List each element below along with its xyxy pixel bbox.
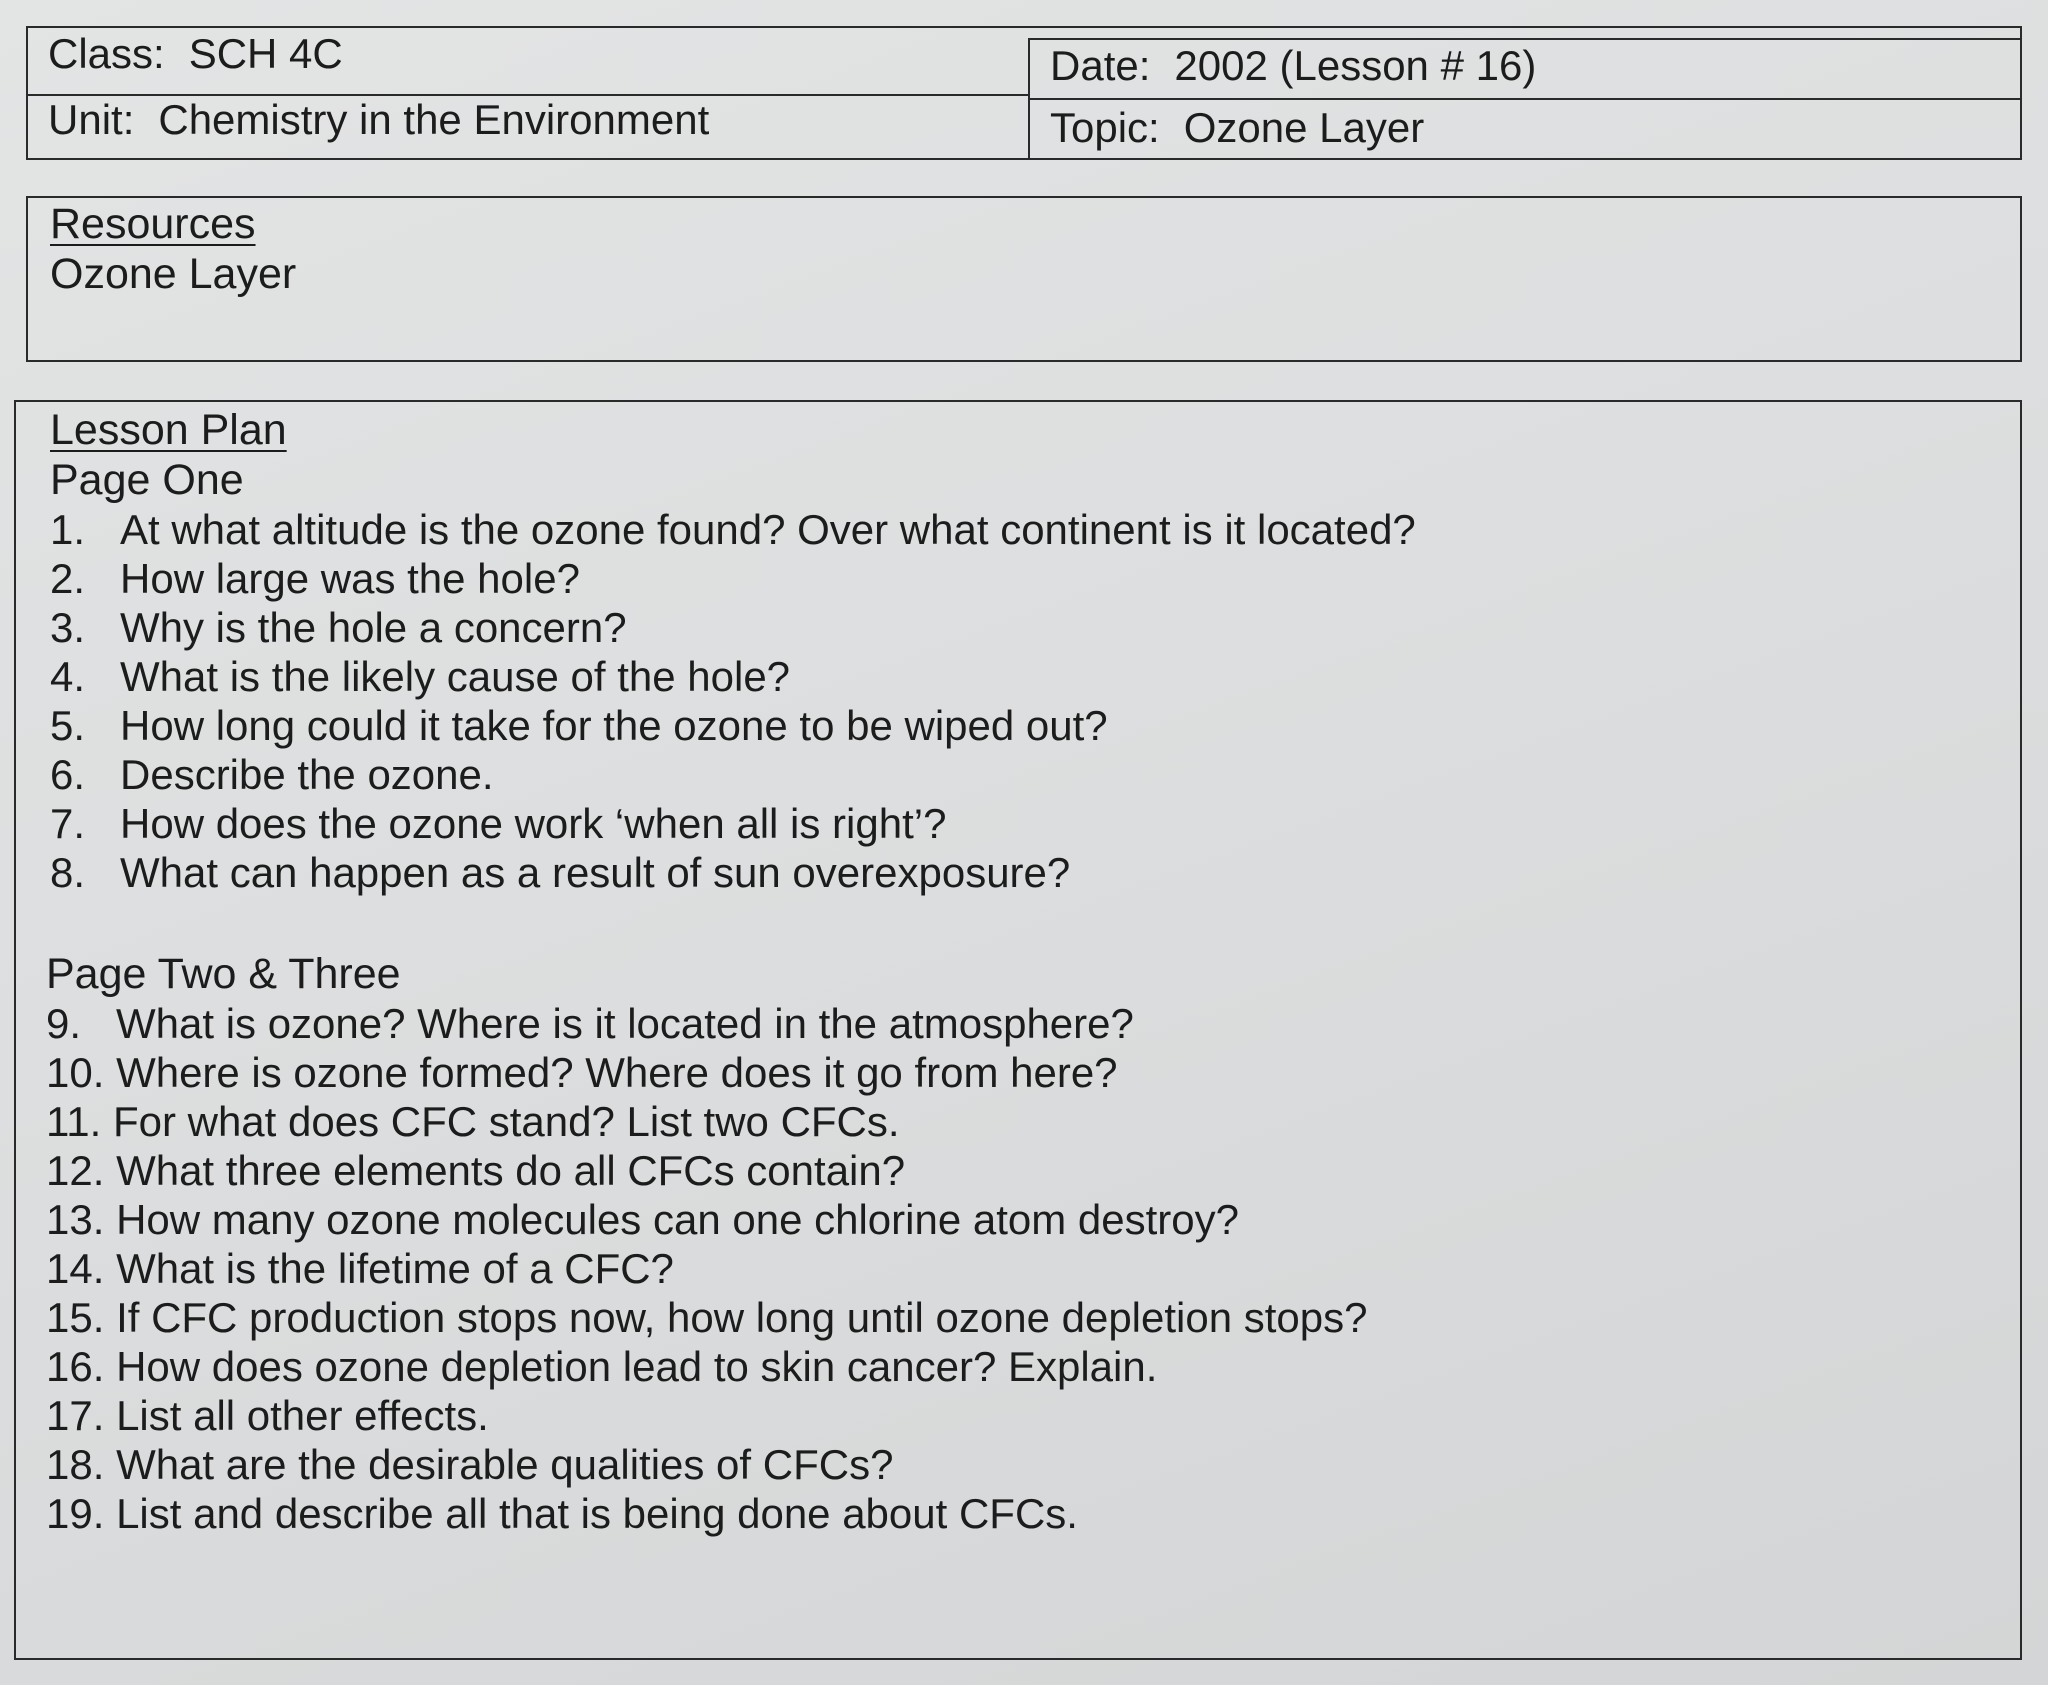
question-number: 15. — [46, 1294, 105, 1341]
question-text: List all other effects. — [116, 1392, 489, 1439]
lesson-plan-box — [14, 400, 2022, 1660]
topic-label: Topic: — [1050, 104, 1160, 151]
question-text: How many ozone molecules can one chlorine atom destroy? — [116, 1196, 1239, 1243]
question-number: 14. — [46, 1245, 105, 1292]
date-value: 2002 (Lesson # 16) — [1174, 42, 1537, 89]
question-item — [50, 604, 627, 652]
question-item — [46, 1392, 489, 1440]
question-item — [46, 1490, 1078, 1538]
question-text: What is the lifetime of a CFC? — [116, 1245, 674, 1292]
header-divider-right — [1028, 98, 2020, 100]
question-text: Why is the hole a concern? — [120, 604, 627, 651]
question-text: What three elements do all CFCs contain? — [116, 1147, 906, 1194]
class-cell — [48, 30, 343, 78]
question-text: At what altitude is the ozone found? Over what continent is it located? — [120, 506, 1416, 553]
question-item — [50, 506, 1416, 554]
class-label: Class: — [48, 30, 165, 77]
question-number: 18. — [46, 1441, 105, 1488]
question-number: 19. — [46, 1490, 105, 1537]
question-number: 5. — [50, 702, 86, 749]
question-number: 8. — [50, 849, 86, 896]
question-number: 10. — [46, 1049, 105, 1096]
question-number: 7. — [50, 800, 86, 847]
question-text: How does ozone depletion lead to skin cancer? Explain. — [116, 1343, 1158, 1390]
question-text: What is ozone? Where is it located in the atmosphere? — [116, 1000, 1134, 1047]
question-item — [50, 653, 790, 701]
question-number: 12. — [46, 1147, 105, 1194]
question-item — [46, 1000, 1134, 1048]
topic-value: Ozone Layer — [1183, 104, 1425, 151]
question-item — [46, 1245, 674, 1293]
question-item — [46, 1196, 1239, 1244]
question-item — [50, 555, 580, 603]
header-divider-top-right — [1028, 38, 2020, 40]
question-number: 16. — [46, 1343, 105, 1390]
question-item — [46, 1294, 1368, 1342]
question-number: 6. — [50, 751, 86, 798]
question-number: 2. — [50, 555, 86, 602]
question-text: What can happen as a result of sun overexposure? — [120, 849, 1071, 896]
question-number: 4. — [50, 653, 86, 700]
question-text: What is the likely cause of the hole? — [120, 653, 791, 700]
class-value: SCH 4C — [188, 30, 343, 77]
header-table — [26, 26, 2022, 160]
section-title-page-two-three: Page Two & Three — [46, 950, 401, 998]
question-item — [50, 751, 494, 799]
question-text: Where is ozone formed? Where does it go from here? — [116, 1049, 1118, 1096]
question-item — [50, 702, 1108, 750]
resources-box — [26, 196, 2022, 362]
question-number: 3. — [50, 604, 86, 651]
question-text: If CFC production stops now, how long until ozone depletion stops? — [116, 1294, 1368, 1341]
unit-label: Unit: — [48, 96, 135, 143]
unit-cell — [48, 96, 709, 144]
lesson-plan-heading: Lesson Plan — [50, 406, 287, 454]
section-title-page-one: Page One — [50, 456, 244, 504]
question-item — [46, 1441, 893, 1489]
resource-item: Ozone Layer — [50, 250, 297, 298]
topic-cell — [1050, 104, 1424, 152]
date-label: Date: — [1050, 42, 1151, 89]
question-text: For what does CFC stand? List two CFCs. — [112, 1098, 900, 1145]
unit-value: Chemistry in the Environment — [158, 96, 710, 143]
question-number: 13. — [46, 1196, 105, 1243]
question-item — [50, 800, 946, 848]
question-text: List and describe all that is being done about CFCs. — [116, 1490, 1078, 1537]
question-item — [46, 1147, 905, 1195]
question-number: 9. — [46, 1000, 82, 1047]
question-text: How large was the hole? — [120, 555, 580, 602]
question-item — [46, 1343, 1157, 1391]
question-item — [46, 1098, 900, 1146]
resources-heading: Resources — [50, 200, 256, 248]
question-text: How long could it take for the ozone to be wiped out? — [120, 702, 1108, 749]
question-number: 17. — [46, 1392, 105, 1439]
question-item — [50, 849, 1070, 897]
question-number: 1. — [50, 506, 86, 553]
question-number: 11. — [46, 1098, 102, 1145]
question-item — [46, 1049, 1118, 1097]
question-text: What are the desirable qualities of CFCs? — [116, 1441, 894, 1488]
question-text: Describe the ozone. — [120, 751, 494, 798]
date-cell — [1050, 42, 1536, 90]
question-text: How does the ozone work ‘when all is right’? — [120, 800, 947, 847]
